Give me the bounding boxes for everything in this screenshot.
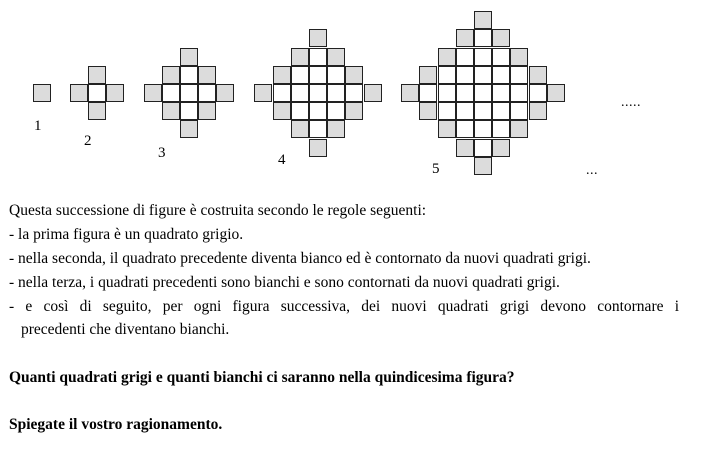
explain-text: Spiegate il vostro ragionamento.	[9, 416, 223, 433]
grey-square	[510, 48, 528, 66]
grey-square	[291, 120, 309, 138]
grey-square	[291, 48, 309, 66]
grey-square	[273, 102, 291, 120]
white-square	[456, 102, 474, 120]
white-square	[474, 66, 492, 84]
white-square	[474, 139, 492, 157]
white-square	[198, 84, 216, 102]
ellipsis-bottom: ...	[586, 163, 598, 178]
white-square	[419, 84, 437, 102]
grey-square	[529, 102, 547, 120]
grey-square	[401, 84, 419, 102]
white-square	[492, 66, 510, 84]
figure-1-label: 1	[34, 118, 42, 134]
white-square	[438, 84, 456, 102]
white-square	[309, 102, 327, 120]
intro-text: Questa successione di figure è costruita secondo le regole seguenti:	[9, 202, 427, 219]
rule-2: - nella seconda, il quadrato precedente diventa bianco ed è contornato da nuovi quadrati grigi.	[9, 250, 591, 267]
grey-square	[88, 66, 106, 84]
figure-sequence	[0, 0, 716, 185]
grey-square	[456, 139, 474, 157]
white-square	[456, 66, 474, 84]
white-square	[180, 84, 198, 102]
grey-square	[327, 48, 345, 66]
grey-square	[88, 102, 106, 120]
white-square	[291, 84, 309, 102]
white-square	[492, 120, 510, 138]
grey-square	[438, 48, 456, 66]
grey-square	[492, 29, 510, 47]
white-square	[456, 120, 474, 138]
white-square	[327, 66, 345, 84]
white-square	[327, 84, 345, 102]
figure-4-label: 4	[278, 152, 286, 168]
grey-square	[198, 66, 216, 84]
grey-square	[345, 66, 363, 84]
grey-square	[144, 84, 162, 102]
grey-square	[510, 120, 528, 138]
white-square	[510, 84, 528, 102]
white-square	[162, 84, 180, 102]
white-square	[456, 84, 474, 102]
grey-square	[474, 157, 492, 175]
grey-square	[345, 102, 363, 120]
grey-square	[180, 120, 198, 138]
grey-square	[309, 29, 327, 47]
grey-square	[106, 84, 124, 102]
white-square	[309, 84, 327, 102]
white-square	[474, 102, 492, 120]
grey-square	[309, 139, 327, 157]
white-square	[309, 48, 327, 66]
question-text: Quanti quadrati grigi e quanti bianchi ci saranno nella quindicesima figura?	[9, 369, 515, 386]
white-square	[345, 84, 363, 102]
white-square	[456, 48, 474, 66]
white-square	[474, 48, 492, 66]
grey-square	[456, 29, 474, 47]
grey-square	[162, 66, 180, 84]
grey-square	[273, 66, 291, 84]
grey-square	[216, 84, 234, 102]
white-square	[309, 120, 327, 138]
grey-square	[529, 66, 547, 84]
white-square	[492, 84, 510, 102]
white-square	[180, 102, 198, 120]
grey-square	[419, 66, 437, 84]
grey-square	[547, 84, 565, 102]
white-square	[180, 66, 198, 84]
white-square	[438, 66, 456, 84]
white-square	[492, 102, 510, 120]
grey-square	[70, 84, 88, 102]
rule-4-line-1: - e così di seguito, per ogni figura successiva, dei nuovi quadrati grigi devono contornare i	[9, 298, 679, 315]
white-square	[309, 66, 327, 84]
figure-2-label: 2	[84, 133, 92, 149]
rule-4	[9, 295, 679, 341]
white-square	[474, 120, 492, 138]
white-square	[273, 84, 291, 102]
grey-square	[198, 102, 216, 120]
grey-square	[254, 84, 272, 102]
grey-square	[180, 48, 198, 66]
white-square	[327, 102, 345, 120]
grey-square	[162, 102, 180, 120]
white-square	[438, 102, 456, 120]
white-square	[492, 48, 510, 66]
grey-square	[419, 102, 437, 120]
white-square	[510, 102, 528, 120]
grey-square	[364, 84, 382, 102]
grey-square	[438, 120, 456, 138]
rule-3: - nella terza, i quadrati precedenti sono bianchi e sono contornati da nuovi quadrati grigi.	[9, 274, 560, 291]
grey-square	[33, 84, 51, 102]
white-square	[510, 66, 528, 84]
ellipsis-top: .....	[621, 95, 641, 110]
white-square	[474, 29, 492, 47]
white-square	[529, 84, 547, 102]
grey-square	[327, 120, 345, 138]
rule-1: - la prima figura è un quadrato grigio.	[9, 226, 244, 243]
grey-square	[474, 11, 492, 29]
figure-5-label: 5	[432, 161, 440, 177]
white-square	[291, 102, 309, 120]
white-square	[291, 66, 309, 84]
white-square	[474, 84, 492, 102]
rule-4-line-2: precedenti che diventano bianchi.	[21, 321, 230, 338]
figure-3-label: 3	[158, 145, 166, 161]
white-square	[88, 84, 106, 102]
grey-square	[492, 139, 510, 157]
